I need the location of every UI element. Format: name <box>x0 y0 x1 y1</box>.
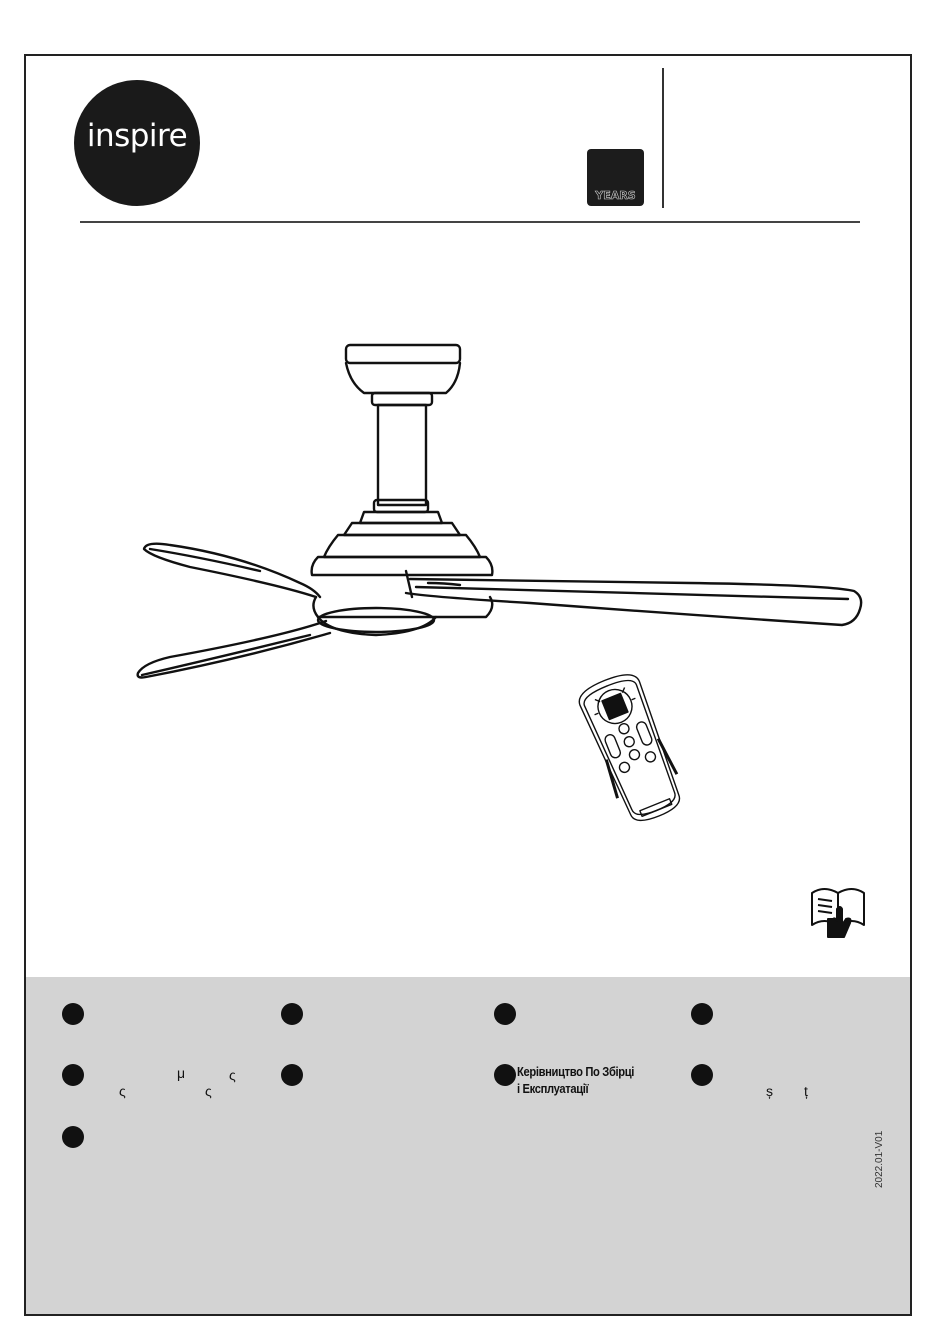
document-version: 2022.01-V01 <box>874 1130 885 1188</box>
warranty-badge <box>587 149 644 206</box>
language-bullet <box>691 1064 713 1086</box>
header-divider-vertical <box>662 68 664 208</box>
ukrainian-title-line-1: Керівництво По Збірці <box>517 1064 635 1079</box>
brand-logo <box>74 80 200 206</box>
language-bullet <box>281 1064 303 1086</box>
ukrainian-title-line-2: і Експлуатації <box>517 1081 589 1096</box>
language-bullet <box>62 1003 84 1025</box>
language-fragment: ς <box>229 1067 236 1083</box>
fan-illustration <box>130 335 870 685</box>
language-fragment: ς <box>205 1083 212 1099</box>
read-manual-icon <box>806 879 870 943</box>
language-fragment: ț <box>804 1083 808 1099</box>
language-bullet <box>62 1126 84 1148</box>
language-bullet <box>281 1003 303 1025</box>
ukrainian-manual-title <box>517 1063 634 1097</box>
language-bullet <box>691 1003 713 1025</box>
remote-control-illustration <box>570 668 700 828</box>
language-fragment: ς <box>119 1083 126 1099</box>
language-fragment: ș <box>766 1083 773 1099</box>
warranty-badge-label: YEARS <box>595 189 636 202</box>
header-divider-horizontal <box>80 221 860 223</box>
brand-name: inspire <box>86 118 188 154</box>
language-bullet <box>494 1003 516 1025</box>
language-bullet <box>494 1064 516 1086</box>
language-bullet <box>62 1064 84 1086</box>
language-section <box>26 977 910 1314</box>
language-fragment: μ <box>177 1065 186 1081</box>
